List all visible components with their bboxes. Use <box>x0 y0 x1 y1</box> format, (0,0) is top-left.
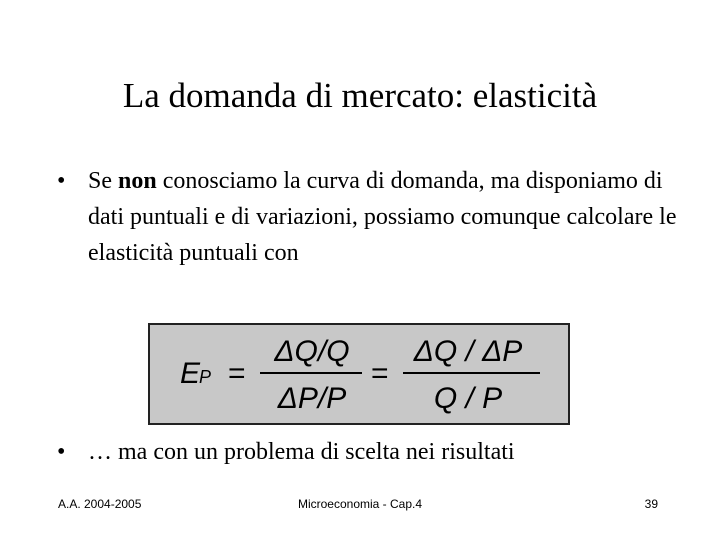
formula-lhs-subscript: P <box>199 367 212 387</box>
bullet-point-2: … ma con un problema di scelta nei risultati <box>88 439 515 465</box>
bullet-marker: • <box>57 168 66 194</box>
formula-equals-1: = <box>228 357 246 390</box>
slide-title: La domanda di mercato: elasticità <box>122 76 598 115</box>
footer-page-number: 39 <box>644 497 658 511</box>
formula-fraction-1-denominator: ΔP/P <box>277 382 347 415</box>
footer-course-chapter: Microeconomia - Cap.4 <box>297 497 423 511</box>
footer-academic-year: A.A. 2004-2005 <box>58 497 142 511</box>
formula-fraction-2-denominator: Q / P <box>433 382 503 415</box>
elasticity-formula <box>150 325 568 423</box>
formula-lhs-symbol: E <box>180 357 201 390</box>
bullet-text-bold: non <box>118 168 157 194</box>
formula-fraction-2-numerator: ΔQ / ΔP <box>413 335 523 368</box>
formula-equals-2: = <box>371 357 389 390</box>
bullet-text-start: Se <box>88 168 118 194</box>
formula-fraction-1-numerator: ΔQ/Q <box>274 335 350 368</box>
formula-box <box>148 323 570 425</box>
bullet-text-rest: conosciamo la curva di domanda, ma disponiamo di dati puntuali e di variazioni, possiamo comunque calcolare le elasticità puntuali con <box>88 168 677 266</box>
bullet-point-1 <box>88 163 698 271</box>
bullet-marker: • <box>57 439 66 465</box>
